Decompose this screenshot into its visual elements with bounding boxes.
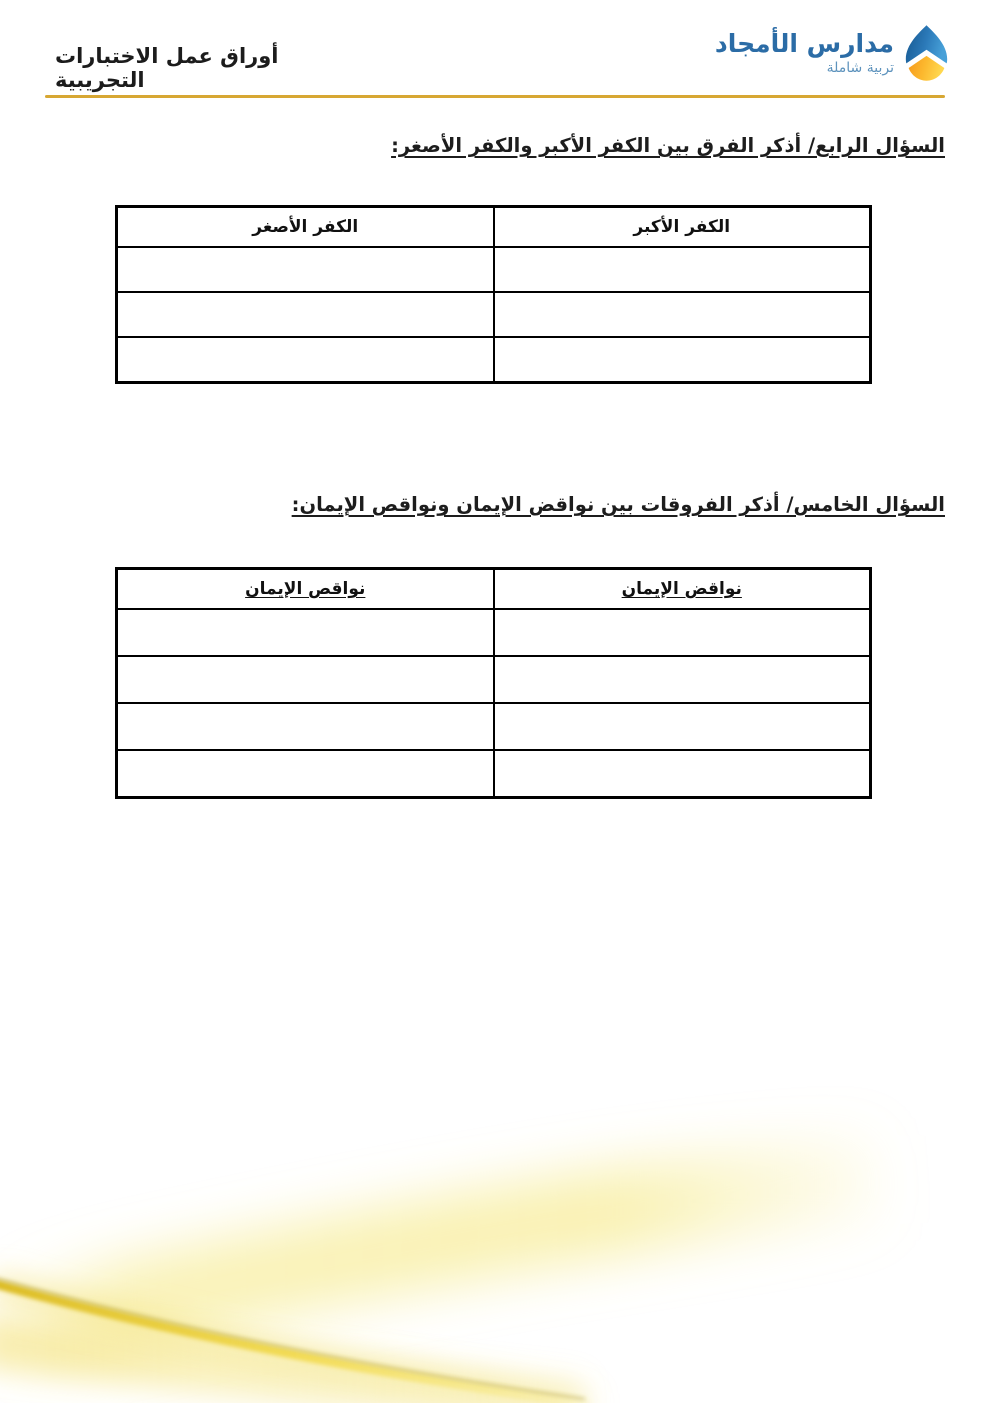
empty-answer-cell <box>117 292 494 337</box>
question-4-heading: السؤال الرابع/ أذكر الفرق بين الكفر الأكبر والكفر الأصغر: <box>391 134 945 157</box>
yellow-swoosh-decoration <box>0 1073 992 1403</box>
empty-answer-cell <box>494 656 871 703</box>
logo-tagline: تربية شاملة <box>826 59 894 76</box>
column-header-nawaqis-iman: نواقص الإيمان <box>117 569 494 610</box>
table-header-row <box>117 569 871 610</box>
table-row <box>117 337 871 383</box>
column-header-kufr-akbar: الكفر الأكبر <box>494 207 871 248</box>
logo-text <box>715 30 894 76</box>
empty-answer-cell <box>117 337 494 383</box>
empty-answer-cell <box>494 247 871 292</box>
table-body <box>117 247 871 383</box>
table-body <box>117 609 871 798</box>
table-row <box>117 656 871 703</box>
empty-answer-cell <box>494 292 871 337</box>
table-row <box>117 247 871 292</box>
table-row <box>117 750 871 798</box>
empty-answer-cell <box>117 656 494 703</box>
empty-answer-cell <box>494 703 871 750</box>
empty-answer-cell <box>117 703 494 750</box>
empty-answer-cell <box>494 750 871 798</box>
column-header-kufr-asghar: الكفر الأصغر <box>117 207 494 248</box>
column-header-nawaqid-iman: نواقض الإيمان <box>494 569 871 610</box>
table-header-row <box>117 207 871 248</box>
table-row <box>117 609 871 656</box>
empty-answer-cell <box>117 247 494 292</box>
table-row <box>117 703 871 750</box>
empty-answer-cell <box>117 609 494 656</box>
document-title: أوراق عمل الاختبارات التجريبية <box>55 44 279 92</box>
question-4-table <box>115 205 872 384</box>
gold-divider-rule <box>45 95 945 98</box>
table-row <box>117 292 871 337</box>
question-5-table <box>115 567 872 799</box>
school-logo <box>715 24 950 82</box>
empty-answer-cell <box>494 337 871 383</box>
empty-answer-cell <box>494 609 871 656</box>
logo-name: مدارس الأمجاد <box>714 29 894 59</box>
question-5-heading: السؤال الخامس/ أذكر الفروقات بين نواقض الإيمان ونواقص الإيمان: <box>291 493 945 516</box>
empty-answer-cell <box>117 750 494 798</box>
droplet-logo-icon <box>903 24 950 82</box>
